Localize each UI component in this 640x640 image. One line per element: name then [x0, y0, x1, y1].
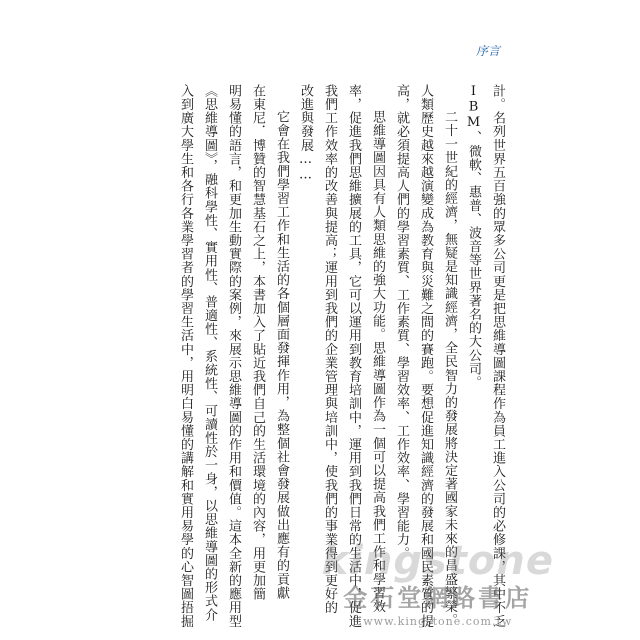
watermark-url: www.kingstone.com.tw: [363, 615, 513, 628]
text-column-9: 改進與發展……: [298, 84, 313, 184]
text-column-6: 思維導圖因具有人類思維的強大功能。思維導圖作為一個可以提高我們工作和學習效: [370, 110, 385, 614]
text-column-4: 人類歷史越來越演變成為教育與災難之間的賽跑。要想促進知識經濟的發展和國民素質的提: [418, 84, 433, 628]
text-column-8: 我們工作效率的改善與提高；運用到我們的企業管理與培訓中，使我們的事業得到更好的: [322, 84, 337, 615]
text-column-13: 《思維導圖》，融科學性、實用性、普適性、系統性、可讀性於一身，以思維導圖的形式介: [202, 84, 217, 622]
text-column-3: 二十一世紀的經濟，無疑是知識經濟，全民智力的發展將決定著國家未來的昌盛繁榮。: [442, 110, 457, 627]
text-column-12: 明易懂的語言，和更加生動實際的案例，來展示思維導圖的作用和價值。這本全新的應用型: [226, 84, 241, 628]
text-column-1: 計。名列世界五百強的眾多公司更是把思維導圖課程作為員工進入公司的必修課，其中不乏: [490, 84, 505, 628]
watermark-logo: kingstone: [321, 538, 554, 584]
running-header: 序言: [475, 44, 500, 58]
text-column-7: 率，促進我們思維擴展的工具，它可以運用到教育培訓中，運用到我們日常的生活中，促進: [346, 84, 361, 628]
text-column-10: 它會在我們學習工作和生活的各個層面發揮作用，為整個社會發展做出應有的貢獻: [274, 110, 289, 600]
text-column-5: 高，就必須提高人們的學習素質、工作素質、學習效率、工作效率、學習能力。: [394, 84, 409, 560]
text-column-11: 在東尼．博贊的智慧基石之上，本書加入了貼近我們自己的生活環境的內容，用更加簡: [250, 84, 265, 601]
watermark-brand: 金石堂網路書店: [343, 584, 533, 612]
text-column-2: IBM、微軟、惠普、波音等世界著名的大公司。: [466, 84, 481, 390]
text-column-14: 入到廣大學生和各行各業學習者的學習生活中，用明白易懂的講解和實用易學的心智圖捂掘: [178, 84, 193, 628]
